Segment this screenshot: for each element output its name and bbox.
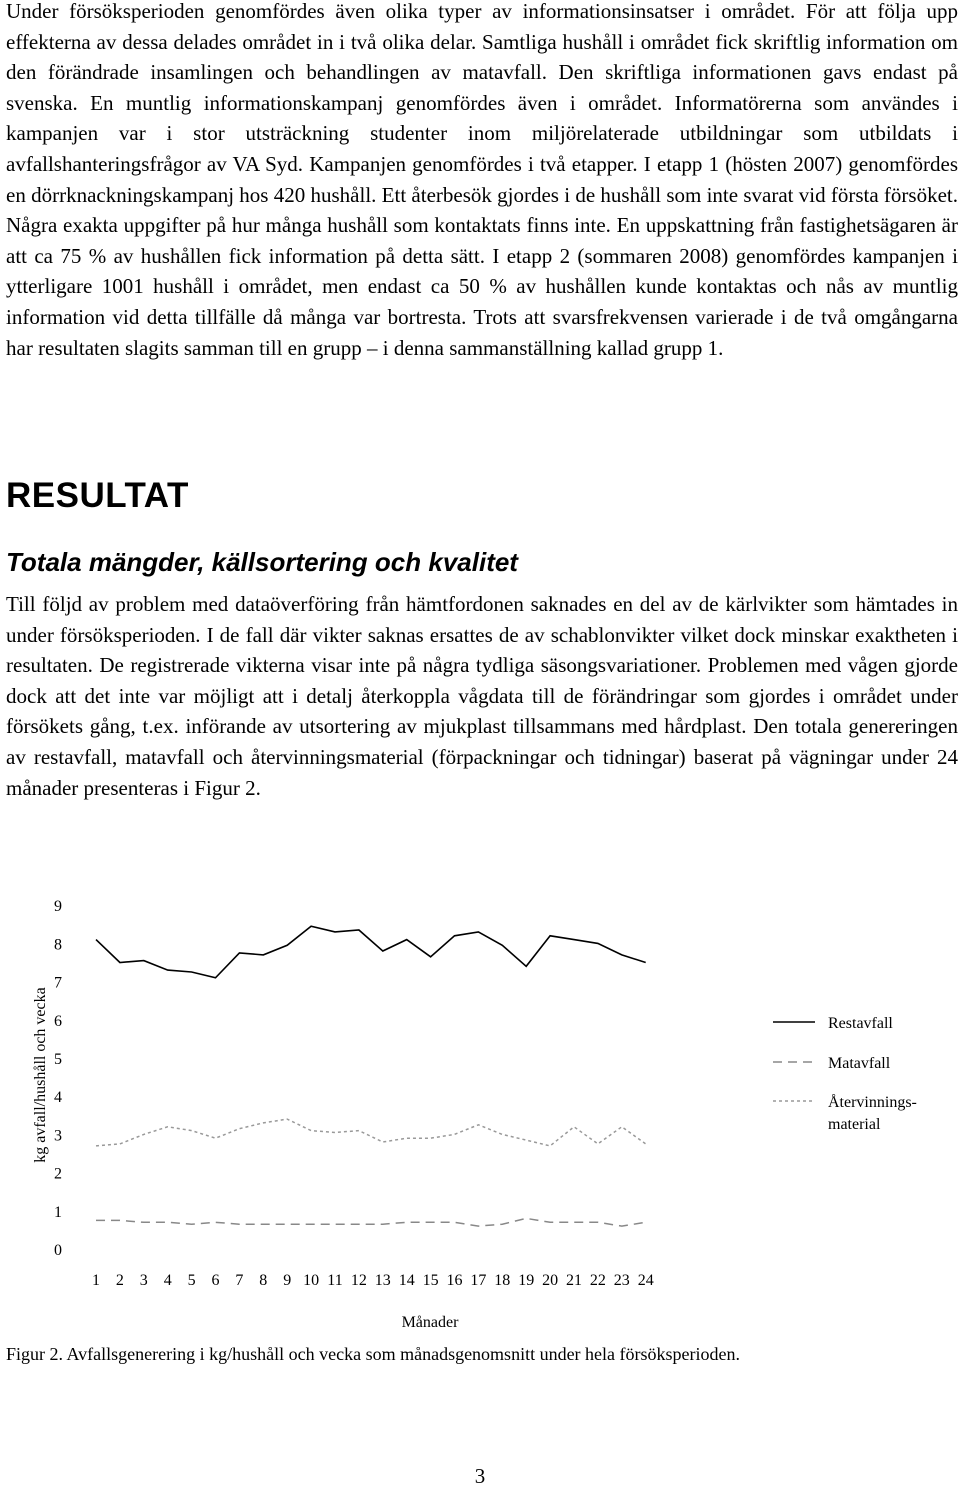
x-tick-label: 13 <box>374 1272 391 1289</box>
x-tick-label: 22 <box>589 1272 606 1289</box>
chart-legend <box>773 1015 917 1133</box>
x-tick-label: 9 <box>283 1272 292 1289</box>
body-paragraph-2: Till följd av problem med dataöverföring från hämtfordonen saknades en del av de kärlvikter som hämtades in under försöksperioden. I de fall där vikter saknas ersattes de av schablonvikter vilket dock minskar exaktheten i resultaten. De registrerade vikterna visar inte på några tydliga säsongsvariationer. Problemen med vågen gjorde dock att det inte var möjligt att i detalj återkoppla vågdata till de förändringar som gjordes i området under försökets gång, t.ex. införande av utsortering av mjukplast tillsammans med hårdplast. Den totala genereringen av restavfall, matavfall och återvinningsmaterial (förpackningar och tidningar) baserat på vägningar under 24 månader presenteras i Figur 2. <box>6 592 958 800</box>
y-tick-label: 9 <box>54 898 62 916</box>
y-axis-label: kg avfall/hushåll och vecka <box>32 987 49 1163</box>
x-tick-label: 24 <box>637 1272 654 1289</box>
y-tick-label: 0 <box>54 1242 62 1259</box>
x-tick-label: 3 <box>139 1272 148 1289</box>
y-tick-label: 5 <box>54 1051 62 1068</box>
x-tick-label: 5 <box>187 1272 196 1289</box>
y-tick-label: 8 <box>54 936 62 954</box>
x-tick-label: 20 <box>542 1272 559 1289</box>
legend-label: Matavfall <box>828 1055 891 1072</box>
x-tick-label: 21 <box>566 1272 582 1289</box>
series-line-1 <box>96 926 646 978</box>
y-tick-label: 4 <box>54 1089 62 1107</box>
x-tick-label: 6 <box>211 1272 220 1289</box>
x-tick-label: 14 <box>398 1272 415 1289</box>
x-tick-label: 1 <box>92 1272 100 1289</box>
section-heading: RESULTAT <box>6 476 189 515</box>
waste-generation-line-chart <box>0 885 960 1335</box>
subsection-heading: Totala mängder, källsortering och kvalitet <box>6 547 518 577</box>
figure-caption: Figur 2. Avfallsgenerering i kg/hushåll och vecka som månadsgenomsnitt under hela försöksperioden. <box>6 1344 741 1364</box>
x-tick-label: 17 <box>470 1272 487 1289</box>
body-paragraph-1: Under försöksperioden genomfördes även olika typer av informationsinsatser i området. För att följa upp effekterna av dessa delades området in i två olika delar. Samtliga hushåll i området fick skriftlig information om den förändrade insamlingen och behandlingen av matavfall. Den skriftliga informationen gavs endast på svenska. En muntlig informationskampanj genomfördes även i området. Informatörerna som användes i kampanjen var i stor utsträckning studenter inom miljörelaterade utbildningar som utbildats i avfallshanteringsfrågor av VA Syd. Kampanjen genomfördes i två etapper. I etapp 1 (hösten 2007) genomfördes en dörrknackningskampanj hos 420 hushåll. Ett återbesök gjordes i de hushåll som inte svarat vid första försöket. Några exakta uppgifter på hur många hushåll som kontaktats finns inte. En uppskattning från fastighetsägaren är att ca 75 % av hushållen fick information på detta sätt. I etapp 2 (sommaren 2008) genomfördes kampanjen i ytterligare 1001 hushåll i området, men endast ca 50 % av hushållen kunde kontaktas och nås av muntlig information vid detta tillfälle då många var bortresta. Trots att svarsfrekvensen varierade i de två omgångarna har resultaten slagits samman till en grupp – i denna sammanställning kallad grupp 1. <box>6 0 958 360</box>
y-tick-label: 7 <box>54 974 62 992</box>
x-tick-label: 16 <box>446 1272 463 1289</box>
chart-series <box>96 926 646 1226</box>
x-tick-label: 23 <box>613 1272 630 1289</box>
y-tick-label: 1 <box>54 1203 62 1221</box>
y-tick-label: 6 <box>54 1012 62 1030</box>
series-line-3 <box>96 1119 646 1146</box>
legend-label: Restavfall <box>828 1015 893 1032</box>
y-tick-label: 2 <box>54 1165 62 1183</box>
x-tick-label: 18 <box>494 1272 511 1289</box>
x-axis-label: Månader <box>401 1314 459 1331</box>
x-tick-label: 10 <box>303 1272 320 1289</box>
series-line-2 <box>96 1218 646 1226</box>
x-tick-label: 15 <box>422 1272 439 1289</box>
x-tick-label: 11 <box>327 1272 343 1289</box>
page-number: 3 <box>474 1464 486 1488</box>
x-tick-labels <box>92 1272 654 1289</box>
x-tick-label: 12 <box>350 1272 367 1289</box>
x-tick-label: 19 <box>518 1272 535 1289</box>
x-tick-label: 4 <box>163 1272 172 1289</box>
y-tick-label: 3 <box>54 1127 62 1145</box>
y-tick-labels <box>54 898 62 1259</box>
x-tick-label: 2 <box>115 1272 124 1289</box>
x-tick-label: 7 <box>235 1272 244 1289</box>
legend-label: Återvinnings-material <box>828 1094 917 1133</box>
x-tick-label: 8 <box>259 1272 268 1289</box>
